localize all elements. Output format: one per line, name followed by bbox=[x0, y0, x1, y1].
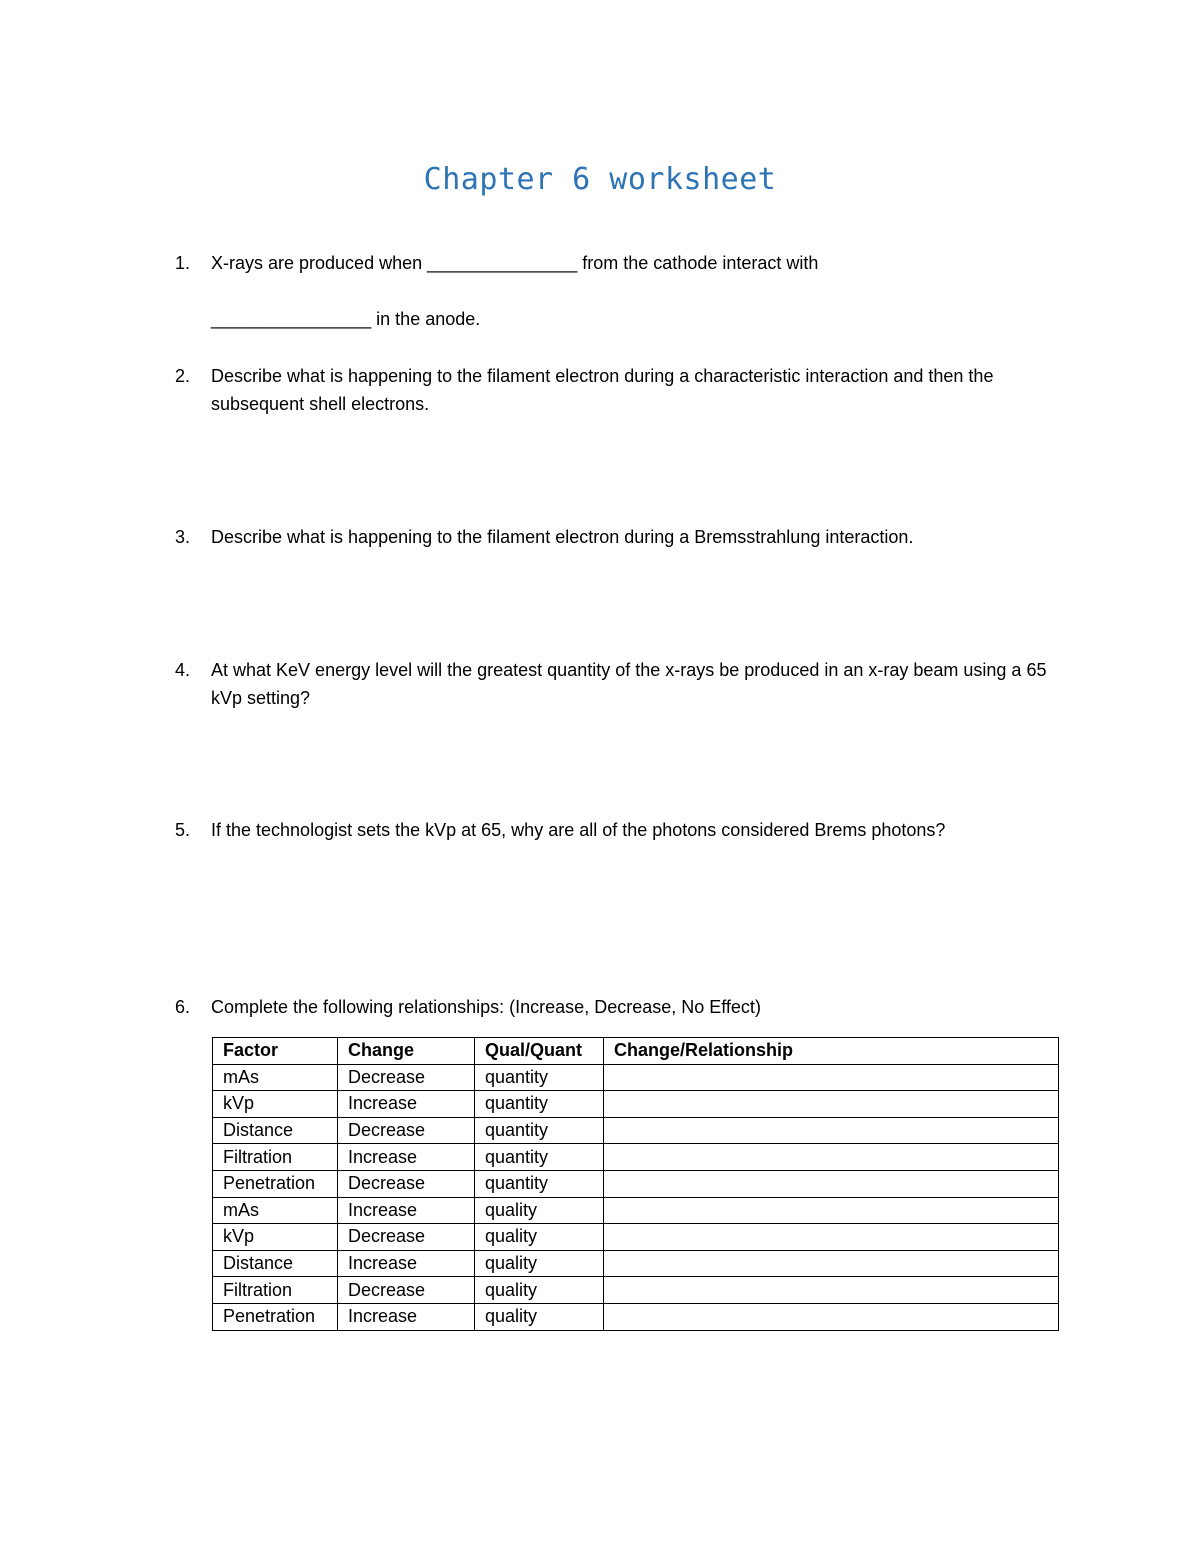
question-number: 1. bbox=[175, 253, 191, 273]
header-qual-quant: Qual/Quant bbox=[475, 1038, 604, 1065]
cell-factor: Distance bbox=[213, 1117, 338, 1144]
cell-qual-quant: quality bbox=[475, 1224, 604, 1251]
table-header-row bbox=[213, 1038, 1059, 1065]
question-number: 2. bbox=[175, 366, 191, 386]
cell-factor: Distance bbox=[213, 1250, 338, 1277]
table-row bbox=[213, 1250, 1059, 1277]
cell-factor: Penetration bbox=[213, 1170, 338, 1197]
question-number: 6. bbox=[175, 997, 191, 1017]
cell-answer[interactable] bbox=[604, 1303, 1059, 1330]
relationships-table bbox=[212, 1037, 1059, 1331]
cell-answer[interactable] bbox=[604, 1064, 1059, 1091]
cell-change: Decrease bbox=[338, 1170, 475, 1197]
question-text: At what KeV energy level will the greatest quantity of the x-rays be produced in an x-ray beam using a 65 kVp setting? bbox=[211, 660, 1047, 708]
cell-factor: mAs bbox=[213, 1197, 338, 1224]
question-text: Describe what is happening to the filament electron during a characteristic interaction and then the subsequent shell electrons. bbox=[211, 366, 994, 414]
cell-factor: Penetration bbox=[213, 1303, 338, 1330]
cell-change: Decrease bbox=[338, 1277, 475, 1304]
cell-answer[interactable] bbox=[604, 1117, 1059, 1144]
cell-change: Increase bbox=[338, 1091, 475, 1118]
cell-change: Decrease bbox=[338, 1117, 475, 1144]
cell-answer[interactable] bbox=[604, 1277, 1059, 1304]
page-title: Chapter 6 worksheet bbox=[423, 162, 777, 197]
cell-qual-quant: quality bbox=[475, 1197, 604, 1224]
question-number: 3. bbox=[175, 527, 191, 547]
question-1-continuation: ________________ in the anode. bbox=[211, 309, 481, 329]
cell-change: Increase bbox=[338, 1250, 475, 1277]
table-row bbox=[213, 1303, 1059, 1330]
cell-qual-quant: quantity bbox=[475, 1170, 604, 1197]
question-number: 4. bbox=[175, 660, 191, 680]
question-text: If the technologist sets the kVp at 65, why are all of the photons considered Brems photons? bbox=[211, 820, 946, 840]
cell-qual-quant: quality bbox=[475, 1277, 604, 1304]
cell-change: Increase bbox=[338, 1144, 475, 1171]
cell-answer[interactable] bbox=[604, 1197, 1059, 1224]
question-text: Complete the following relationships: (Increase, Decrease, No Effect) bbox=[211, 997, 761, 1017]
header-change: Change bbox=[338, 1038, 475, 1065]
question-text: X-rays are produced when _______________ from the cathode interact with bbox=[211, 253, 819, 273]
cell-qual-quant: quantity bbox=[475, 1064, 604, 1091]
question-number: 5. bbox=[175, 820, 191, 840]
table-row bbox=[213, 1197, 1059, 1224]
cell-factor: Filtration bbox=[213, 1277, 338, 1304]
cell-qual-quant: quality bbox=[475, 1250, 604, 1277]
cell-answer[interactable] bbox=[604, 1250, 1059, 1277]
question-text: Describe what is happening to the filament electron during a Bremsstrahlung interaction. bbox=[211, 527, 914, 547]
cell-qual-quant: quantity bbox=[475, 1091, 604, 1118]
table-row bbox=[213, 1224, 1059, 1251]
header-factor: Factor bbox=[213, 1038, 338, 1065]
cell-factor: mAs bbox=[213, 1064, 338, 1091]
cell-qual-quant: quality bbox=[475, 1303, 604, 1330]
cell-change: Increase bbox=[338, 1197, 475, 1224]
table-row bbox=[213, 1170, 1059, 1197]
cell-answer[interactable] bbox=[604, 1224, 1059, 1251]
cell-factor: Filtration bbox=[213, 1144, 338, 1171]
cell-factor: kVp bbox=[213, 1224, 338, 1251]
cell-answer[interactable] bbox=[604, 1091, 1059, 1118]
table-row bbox=[213, 1064, 1059, 1091]
table-row bbox=[213, 1144, 1059, 1171]
table-row bbox=[213, 1091, 1059, 1118]
cell-answer[interactable] bbox=[604, 1170, 1059, 1197]
cell-change: Decrease bbox=[338, 1064, 475, 1091]
table-row bbox=[213, 1117, 1059, 1144]
cell-qual-quant: quantity bbox=[475, 1144, 604, 1171]
cell-change: Increase bbox=[338, 1303, 475, 1330]
table-row bbox=[213, 1277, 1059, 1304]
cell-factor: kVp bbox=[213, 1091, 338, 1118]
header-change-relationship: Change/Relationship bbox=[604, 1038, 1059, 1065]
cell-answer[interactable] bbox=[604, 1144, 1059, 1171]
cell-change: Decrease bbox=[338, 1224, 475, 1251]
cell-qual-quant: quantity bbox=[475, 1117, 604, 1144]
